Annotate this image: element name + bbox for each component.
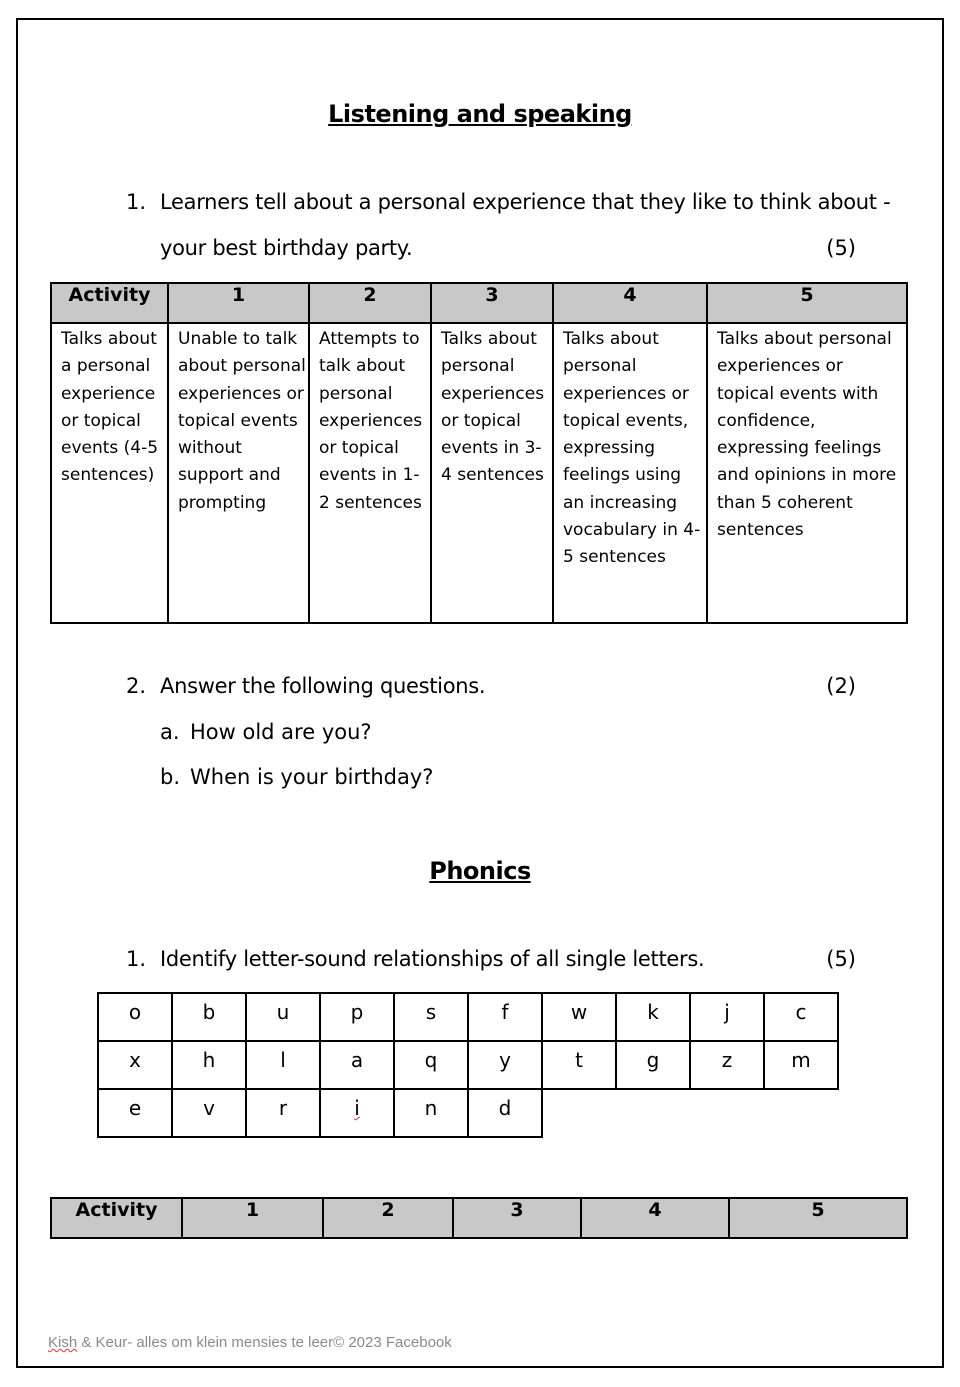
letters-row-2	[98, 1041, 838, 1089]
letter-cell: q	[394, 1041, 468, 1089]
phonics-rubric-header-activity: Activity	[51, 1198, 182, 1238]
footer	[48, 1334, 452, 1351]
letter-cell: l	[246, 1041, 320, 1089]
letter-cell: h	[172, 1041, 246, 1089]
letter-cell: p	[320, 993, 394, 1041]
letter-cell	[320, 1089, 394, 1137]
empty-cell	[542, 1089, 616, 1137]
listening-rubric-table	[50, 282, 908, 624]
footer-brand: Kish	[48, 1334, 78, 1351]
phonics-heading: Phonics	[429, 857, 531, 885]
rubric-cell-2: Attempts to talk about personal experiences or topical events in 1-2 sentences	[309, 323, 431, 623]
rubric-header-3: 3	[431, 283, 553, 323]
rubric-header-row	[51, 283, 907, 323]
letter-cell: t	[542, 1041, 616, 1089]
rubric-criteria-row	[51, 323, 907, 623]
footer-text: & Keur- alles om klein mensies te leer© 2023 Facebook	[77, 1334, 452, 1351]
empty-cell	[690, 1089, 764, 1137]
phonics-rubric-header-3: 3	[453, 1198, 581, 1238]
rubric-cell-5: Talks about personal experiences or topical events with confidence, expressing feelings and opinions in more than 5 coherent sentences	[707, 323, 907, 623]
letter-cell: m	[764, 1041, 838, 1089]
letter-cell: f	[468, 993, 542, 1041]
letter-cell: e	[98, 1089, 172, 1137]
rubric-cell-4: Talks about personal experiences or topical events, expressing feelings using an increasing vocabulary in 4-5 sentences	[553, 323, 707, 623]
letter-cell: x	[98, 1041, 172, 1089]
rubric-header-activity: Activity	[51, 283, 168, 323]
letter-i: i	[354, 1096, 360, 1120]
rubric-cell-3: Talks about personal experiences or topical events in 3-4 sentences	[431, 323, 553, 623]
q2-text: Answer the following questions.	[160, 674, 486, 698]
phonics-rubric-header-2: 2	[323, 1198, 453, 1238]
rubric-header-1: 1	[168, 283, 309, 323]
phonics-rubric-header-row	[51, 1198, 907, 1238]
q2-number: 2.	[126, 674, 147, 698]
letter-cell: a	[320, 1041, 394, 1089]
q2-marks: (2)	[826, 674, 856, 698]
letter-cell: d	[468, 1089, 542, 1137]
q1-number: 1.	[126, 190, 147, 214]
letter-cell: n	[394, 1089, 468, 1137]
letter-cell: g	[616, 1041, 690, 1089]
rubric-cell-activity: Talks about a personal experience or topical events (4-5 sentences)	[51, 323, 168, 623]
letters-row-3	[98, 1089, 838, 1137]
letter-cell: s	[394, 993, 468, 1041]
phonics-rubric-table	[50, 1197, 908, 1239]
q2a-label: a.	[160, 720, 180, 744]
rubric-header-5: 5	[707, 283, 907, 323]
q2b-label: b.	[160, 765, 181, 789]
phonics-q1-marks: (5)	[826, 947, 856, 971]
letter-cell: z	[690, 1041, 764, 1089]
letters-row-1	[98, 993, 838, 1041]
letter-cell: y	[468, 1041, 542, 1089]
q1-marks: (5)	[826, 236, 856, 260]
rubric-header-2: 2	[309, 283, 431, 323]
q1-line2: your best birthday party.	[160, 236, 413, 260]
q2b-text: When is your birthday?	[190, 765, 434, 789]
rubric-header-4: 4	[553, 283, 707, 323]
empty-cell	[764, 1089, 838, 1137]
letter-cell: u	[246, 993, 320, 1041]
empty-cell	[616, 1089, 690, 1137]
letter-cell: c	[764, 993, 838, 1041]
letter-cell: k	[616, 993, 690, 1041]
letter-cell: b	[172, 993, 246, 1041]
letters-table	[97, 992, 839, 1138]
rubric-cell-1: Unable to talk about personal experiences or topical events without support and prompting	[168, 323, 309, 623]
phonics-q1-text: Identify letter-sound relationships of all single letters.	[160, 947, 705, 971]
q2a-text: How old are you?	[190, 720, 372, 744]
letter-cell: j	[690, 993, 764, 1041]
phonics-rubric-header-1: 1	[182, 1198, 323, 1238]
letter-cell: w	[542, 993, 616, 1041]
letter-cell: r	[246, 1089, 320, 1137]
letter-cell: v	[172, 1089, 246, 1137]
letter-cell: o	[98, 993, 172, 1041]
phonics-q1-number: 1.	[126, 947, 147, 971]
phonics-rubric-header-5: 5	[729, 1198, 907, 1238]
q1-line1: Learners tell about a personal experience that they like to think about -	[160, 190, 891, 214]
phonics-rubric-header-4: 4	[581, 1198, 729, 1238]
listening-heading: Listening and speaking	[328, 100, 632, 128]
